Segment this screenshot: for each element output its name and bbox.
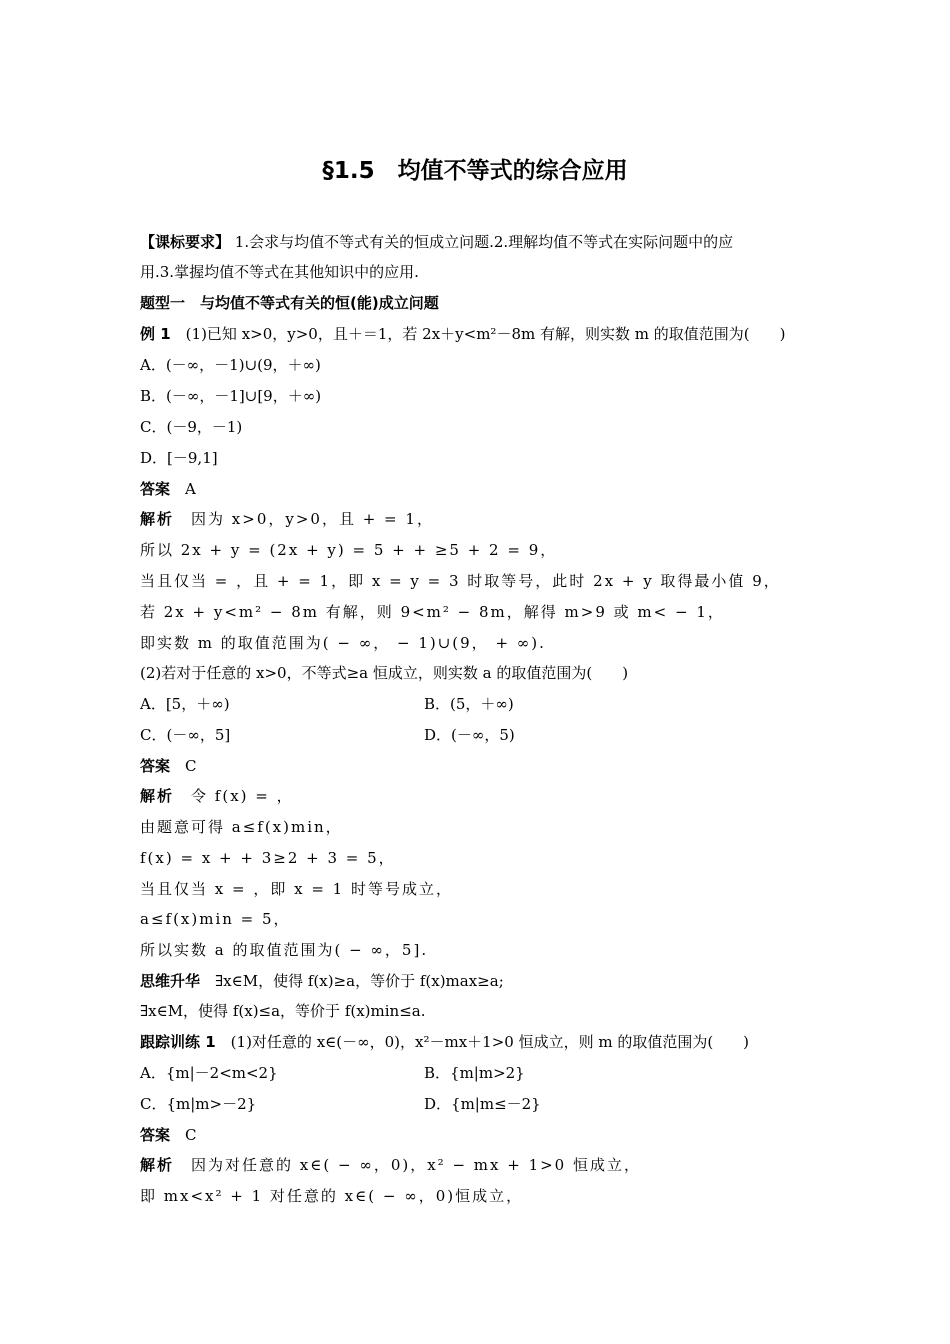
option-a: A．[5，＋∞) (140, 695, 230, 713)
example1-question-2: (2)若对于任意的 x>0，不等式≥a 恒成立，则实数 a 的取值范围为( ) (140, 664, 629, 682)
analysis-line: 若 2x + y<m² − 8m 有解，则 9<m² − 8m，解得 m>9 或 m< − 1， (140, 603, 725, 621)
summary-line-2: ∃x∈M，使得 f(x)≤a，等价于 f(x)min≤a. (140, 1002, 426, 1020)
option-d: D．(－∞，5) (424, 726, 515, 744)
analysis-line: 解析 因为 x>0，y>0，且 + = 1， (140, 510, 434, 528)
example1-question: 例 1 (1)已知 x>0，y>0，且＋＝1，若 2x＋y<m²－8m 有解，则实数 m 的取值范围为( ) (140, 325, 786, 343)
option-a: A．{m|－2<m<2} (140, 1064, 278, 1082)
analysis-line: 所以实数 a 的取值范围为( − ∞，5]. (140, 941, 429, 959)
option-a: A．(－∞，－1)∪(9，＋∞) (140, 356, 321, 374)
analysis-line: 即实数 m 的取值范围为( − ∞， − 1)∪(9， + ∞). (140, 634, 546, 652)
answer-line: 答案 A (140, 480, 196, 498)
analysis-line: 当且仅当 = ，且 + = 1，即 x = y = 3 时取等号，此时 2x + y 取得最小值 9， (140, 572, 781, 590)
option-d: D．[－9,1] (140, 449, 218, 467)
answer-line: 答案 C (140, 1126, 197, 1144)
option-c: C．{m|m>－2} (140, 1095, 257, 1113)
summary-line-1: 思维升华 ∃x∈M，使得 f(x)≥a，等价于 f(x)max≥a; (140, 972, 504, 990)
option-c: C．(－∞，5] (140, 726, 231, 744)
analysis-line: f(x) = x + + 3≥2 + 3 = 5， (140, 849, 396, 867)
section-heading: 题型一 与均值不等式有关的恒(能)成立问题 (140, 294, 439, 312)
practice-label: 跟踪训练 1 (140, 1033, 216, 1051)
option-b: B．(5，＋∞) (424, 695, 514, 713)
page-title: §1.5 均值不等式的综合应用 (322, 158, 628, 184)
practice-question: 跟踪训练 1 (1)对任意的 x∈(－∞，0)，x²－mx＋1>0 恒成立，则 m 的取值范围为( ) (140, 1033, 750, 1051)
analysis-line: a≤f(x)min = 5， (140, 910, 291, 928)
analysis-line: 即 mx<x² + 1 对任意的 x∈( − ∞，0)恒成立， (140, 1187, 524, 1205)
option-b: B．(－∞，－1]∪[9，＋∞) (140, 387, 322, 405)
option-b: B．{m|m>2} (424, 1064, 525, 1082)
requirements-label: 【课标要求】 (140, 233, 231, 251)
answer-line: 答案 C (140, 757, 197, 775)
option-c: C．(－9，－1) (140, 418, 243, 436)
analysis-line: 解析 因为对任意的 x∈( − ∞，0)，x² − mx + 1>0 恒成立， (140, 1156, 641, 1174)
summary-label: 思维升华 (140, 972, 201, 990)
analysis-line: 由题意可得 a≤f(x)min， (140, 818, 343, 836)
example-label: 例 1 (140, 325, 171, 343)
requirements-line-2: 用.3.掌握均值不等式在其他知识中的应用. (140, 263, 419, 281)
analysis-line: 所以 2x + y = (2x + y) = 5 + + ≥5 + 2 = 9， (140, 541, 558, 559)
analysis-line: 当且仅当 x = ，即 x = 1 时等号成立， (140, 880, 453, 898)
analysis-line: 解析 令 f(x) = ， (140, 787, 294, 805)
option-d: D．{m|m≤－2} (424, 1095, 541, 1113)
requirements-line-1: 【课标要求】 1.会求与均值不等式有关的恒成立问题.2.理解均值不等式在实际问题中的应 (140, 233, 734, 251)
